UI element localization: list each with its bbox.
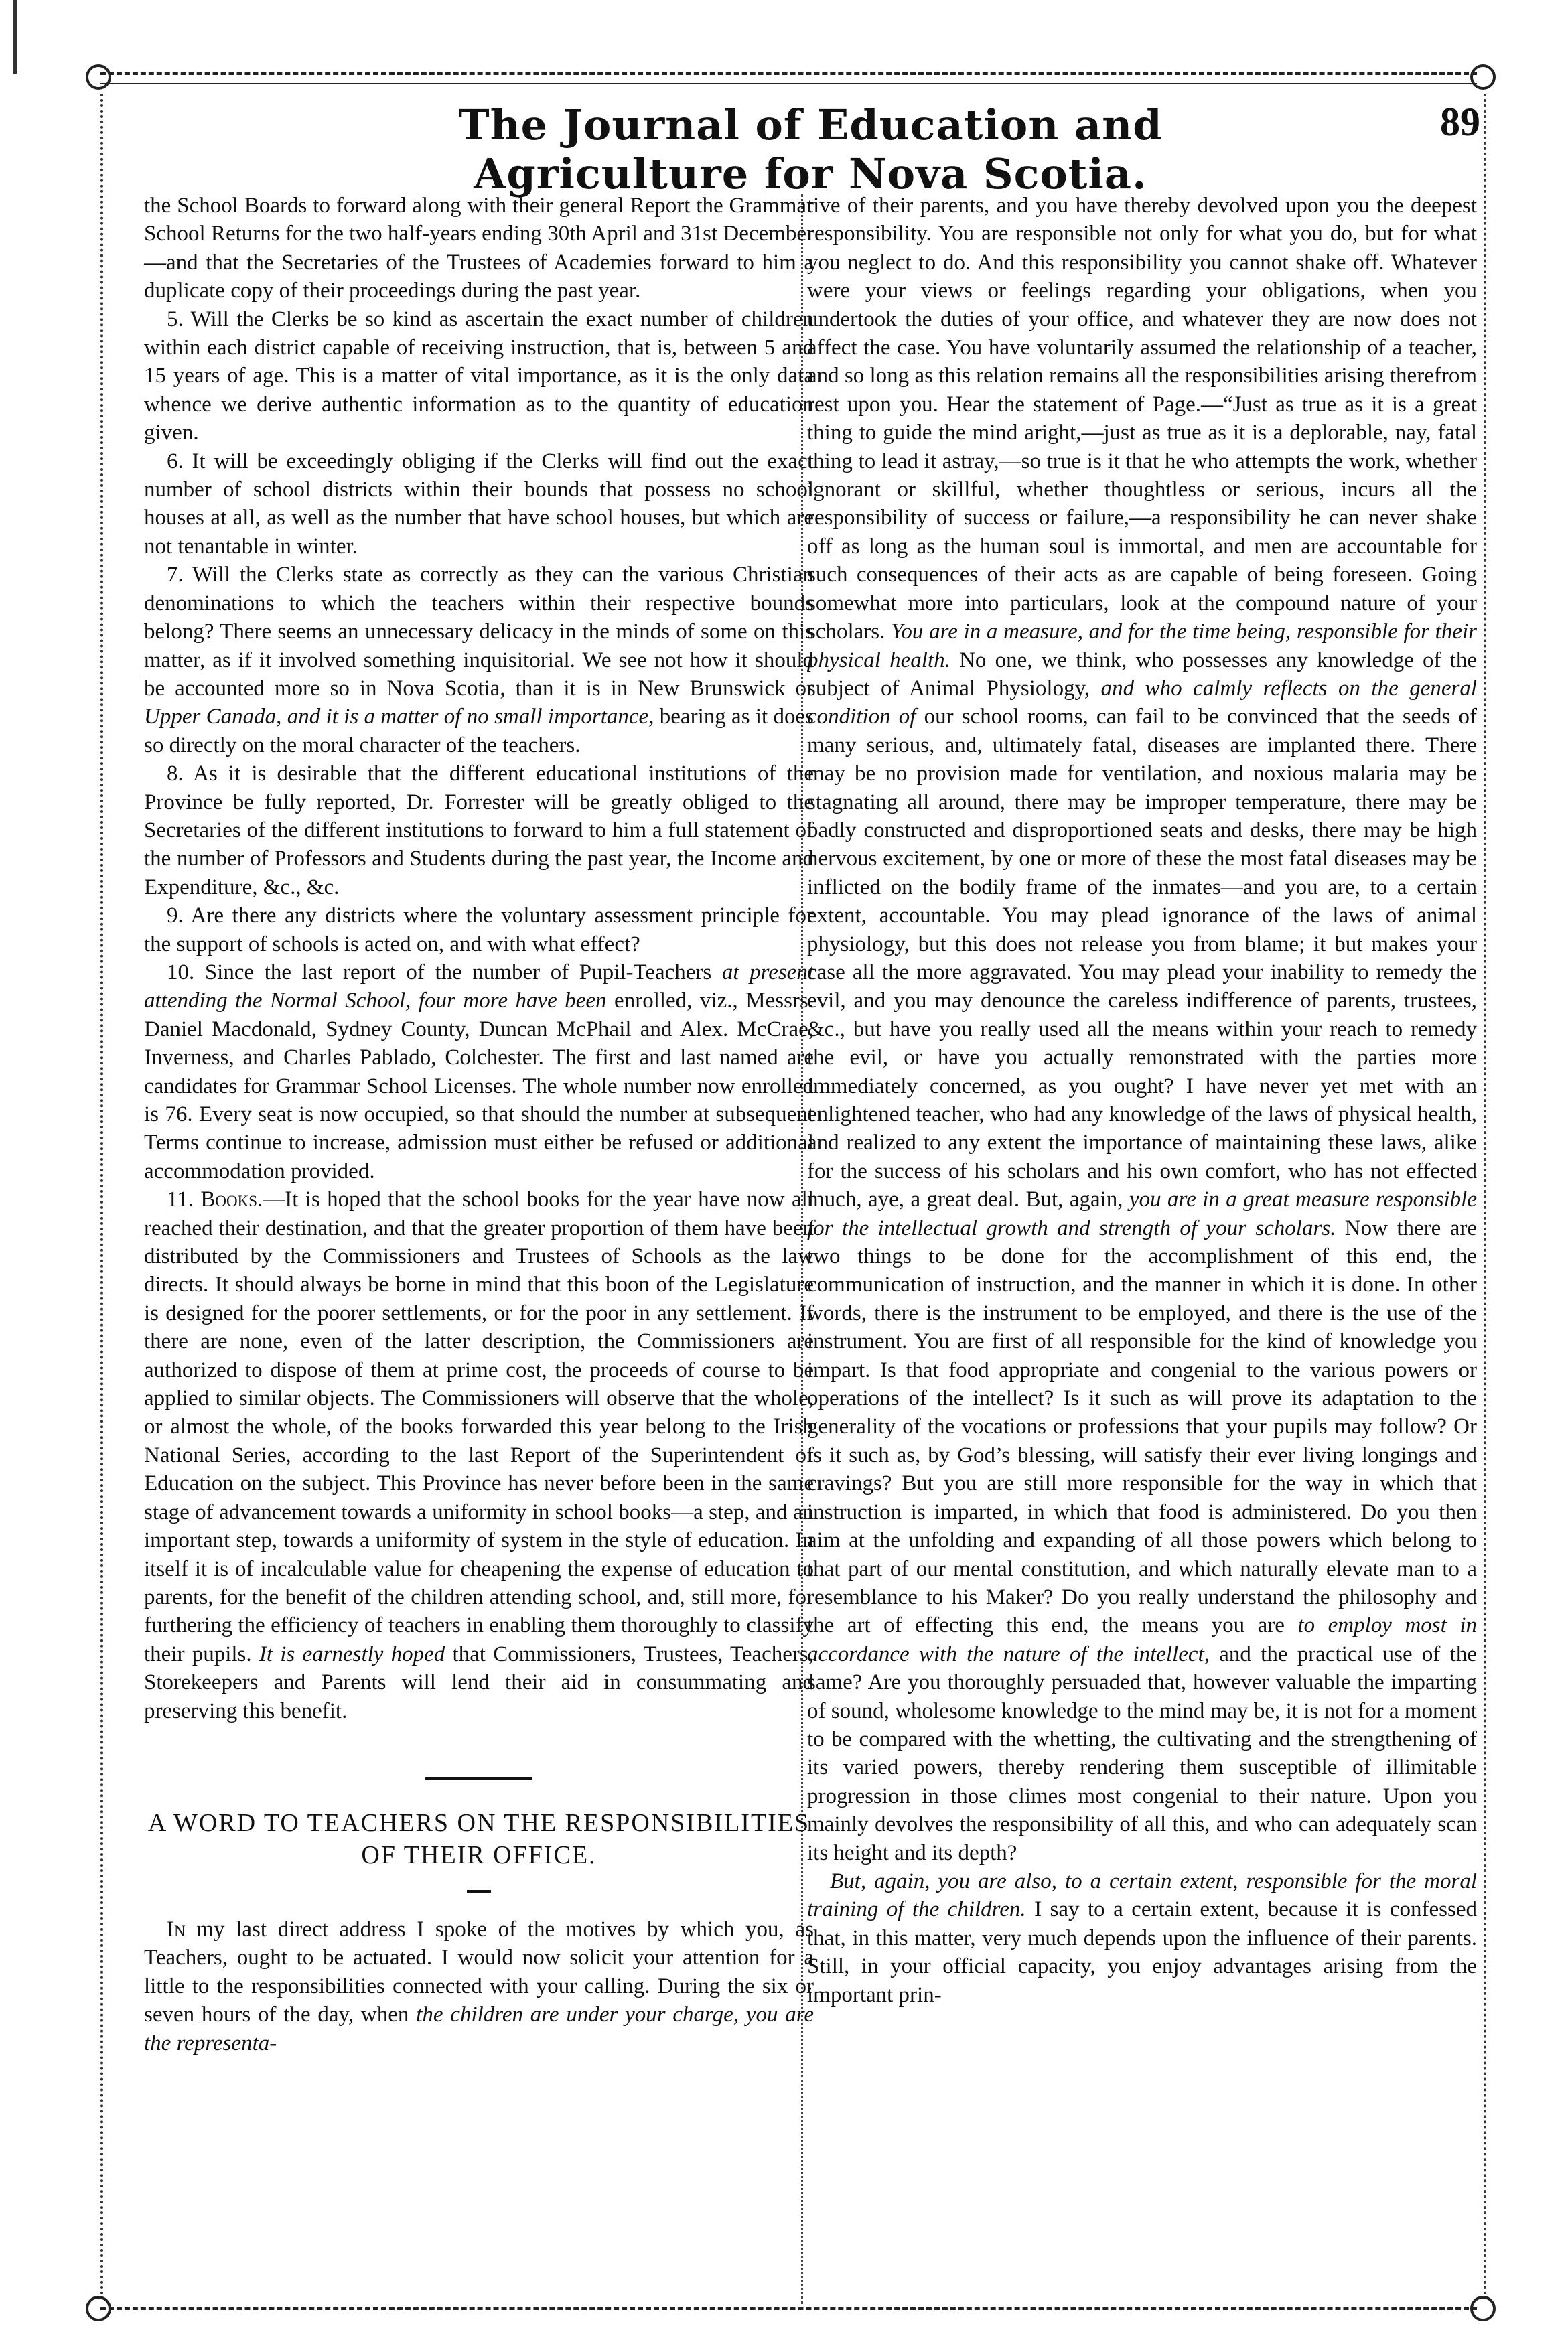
resp-text-e: our school rooms, can fail to be convinced that the seeds of many serious, and, ultimately fatal, diseases are implanted there. There may be no provision made for ventilation, and noxious malaria may be stagnating all around, there may be improper temperature, there may be badly constructed and disproportioned seats and desks, there may be high nervous excitement, by one or more of these the most fatal diseases may be inflicted on the bodily frame of the inmates—and you are, to a certain extent, accountable. You may plead ignorance of the laws of animal physiology, but this does not release you from blame; it but makes your case all the more aggravated. You may plead your inability to remedy the evil, and you may denounce the careless indifference of parents, trustees, &c., but have you really used all the means within your reach to remedy the evil, or have you actually remonstrated with the parties more immediately concerned, as you ought? I have never yet met with an enlightened teacher, who had any knowledge of the laws of physical health, and realized to any extent the importance of maintaining these laws, alike for the success of his scholars and his own comfort, who has not effected much, aye, a great deal. But, again, xyxy=(807,705,1477,1212)
right-margin-rule xyxy=(1484,94,1486,2297)
top-left-ornament xyxy=(86,64,111,90)
moral-text: I say to a certain extent, because it is confessed that, in this matter, very much depends upon the influence of their parents. Still, in your official capacity, you enjoy advantages arising from the important prin- xyxy=(807,1897,1477,2007)
intro-italic: the children are under your charge, you are the representa- xyxy=(144,2002,814,2055)
resp-italic-intellectual: you are in a great measure responsible for the intellectual growth and strength of your scholars. xyxy=(807,1187,1477,1240)
page-number: 89 xyxy=(1440,100,1480,144)
right-column xyxy=(807,192,1477,2301)
paragraph-11-italic: It is earnestly hoped xyxy=(259,1642,445,1666)
bottom-left-ornament xyxy=(86,2296,111,2321)
intro-lead-word: In xyxy=(167,1917,186,1942)
title-dash xyxy=(467,1890,491,1893)
paragraph-7 xyxy=(144,561,814,759)
paragraph-5: 5. Will the Clerks be so kind as ascertain the exact number of children within each district capable of receiving instruction, that is, between 5 and 15 years of age. This is a matter of vital importance, as it is the only data whence we derive authentic information as to the quantity of education given. xyxy=(144,307,814,445)
resp-italic-intellect-nature: to employ most in accordance with the nature of the intellect, xyxy=(807,1613,1477,1666)
section-rule xyxy=(425,1777,532,1780)
paragraph-10-italic: at present attending the Normal School, four more have been xyxy=(144,960,814,1013)
bottom-ornamental-rule xyxy=(100,2307,1477,2310)
paragraph-11-text-a: —It is hoped that the school books for the year have now all reached their destination, and that the greater proportion of them have been distributed by the Commissioners and Trustees of Schools as the law directs. It should always be borne in mind that this boon of the Legislature is designed for the poorer settlements, or for the poor in any settlement. If there are none, even of the latter description, the Commissioners are authorized to dispose of them at prime cost, the proceeds of course to be applied to similar objects. The Commissioners will observe that the whole, or almost the whole, of the books forwarded this year belong to the Irish National Series, according to the last Report of the Superintendent of Education on the subject. This Province has never before been in the same stage of advancement towards a uniformity in school books—a step, and an important step, towards a uniformity of system in the style of education. In itself it is of incalculable value for cheapening the expense of education to parents, for the benefit of the children attending school, and, still more, for furthering the efficiency of teachers in enabling them thoroughly to classify their pupils. xyxy=(144,1187,814,1666)
left-edge-bar xyxy=(13,0,17,74)
paragraph-11 xyxy=(144,1185,814,1725)
moral-training-paragraph xyxy=(807,1867,1477,2009)
paragraph-7-text-a: 7. Will the Clerks state as correctly as they can the various Christian denominations to which the teachers within their respective bounds belong? There seems an unnecessary delicacy in the minds of some on this matter, as if it involved something inquisitorial. We see not how it should be accounted more so in Nova Scotia, than it is in New Brunswick or xyxy=(144,563,814,701)
resp-italic-reflects: and who calmly reflects on the general condition of xyxy=(807,676,1477,729)
resp-text-i: and the practical use of the same? Are you thoroughly persuaded that, however valuable the imparting of sound, wholesome knowledge to the mind may be, it is not for a moment to be compared with the whetting, the cultivating and the strengthening of its varied powers, thereby rendering them susceptible of illimitable progression in those climes most congenial to their nature. Upon you mainly devolves the responsibility of all this, and who can adequately scan its height and its depth? xyxy=(807,1642,1477,1865)
paragraph-11-text-c: that Commissioners, Trustees, Teachers, Storekeepers and Parents will lend their aid in consummating and preserving this benefit. xyxy=(144,1642,814,1723)
continued-paragraph: the School Boards to forward along with their general Report the Grammar School Returns for the two half-years ending 30th April and 31st December—and that the Secretaries of the Trustees of Academies forward to him a duplicate copy of their proceedings during the past year. xyxy=(144,194,814,303)
paragraph-7-text-c: bearing as it does so directly on the moral character of the teachers. xyxy=(144,705,814,757)
paragraph-9: 9. Are there any districts where the voluntary assessment principle for the support of schools is acted on, and with what effect? xyxy=(144,903,814,956)
paragraph-10-text-c: enrolled, viz., Messrs. Daniel Macdonald, Sydney County, Duncan McPhail and Alex. McCrae, Inverness, and Charles Pablado, Colchester. The first and last named are candidates for Grammar School Licenses. The whole number now enrolled is 76. Every seat is now occupied, so that should the number at subsequent Terms continue to increase, admission must either be refused or additional accommodation provided. xyxy=(144,989,814,1183)
resp-text-a: tive of their parents, and you have thereby devolved upon you the deepest responsibility. You are responsible not only for what you do, but for what you neglect to do. And this responsibility you cannot shake off. Whatever were your views or feelings regarding your obligations, when you undertook the duties of your office, and whatever they are now does not affect the case. You have voluntarily assumed the relationship of a teacher, and so long as this relation remains all the responsibilities arising therefrom rest upon you. Hear the statement of Page.—“Just as true as it is a great thing to guide the mind aright,—just as true as it is a deplorable, nay, fatal thing to lead it astray,—so true is it that he who attempts the work, whether ignorant or skillful, whether thoughtless or serious, incurs all the responsibility of success or failure,—a responsibility he can never shake off as long as the human soul is immortal, and men are accountable for such consequences of their acts as are capable of being foreseen. Going somewhat more into particulars, look at the compound nature of your scholars. xyxy=(807,194,1477,644)
running-title: The Journal of Education and Agriculture for Nova Scotia. xyxy=(458,100,1163,198)
left-column xyxy=(144,192,814,2301)
books-heading: 11. Books. xyxy=(167,1187,263,1212)
resp-text-g: Now there are two things to be done for the accomplishment of this end, the communication of instruction, and the manner in which it is done. In other words, there is the instrument to be employed, and there is the use of the instrument. You are first of all responsible for the kind of knowledge you impart. Is that food appropriate and congenial to the various powers or operations of the intellect? Is it such as will prove its adaptation to the generality of the vocations or professions that your pupils may follow? Or is it such as, by God’s blessing, will satisfy their ever living longings and cravings? But you are still more responsible for the way in which that instruction is imparted, in which that food is administered. Do you then aim at the unfolding and expanding of all those powers which belong to that part of our mental constitution, and which naturally elevate man to a resemblance to his Maker? Do you really understand the philosophy and the art of effecting this end, the means you are xyxy=(807,1216,1477,1638)
top-right-ornament xyxy=(1470,64,1496,90)
paragraph-10 xyxy=(144,958,814,1185)
intro-text-a: my last direct address I spoke of the motives by which you, as Teachers, ought to be actuated. I would now solicit your attention for a little to the responsibilities connected with your calling. During the six or seven hours of the day, when xyxy=(144,1917,814,2027)
resp-italic-physical-health: You are in a measure, and for the time being, responsible for their physical health. xyxy=(807,619,1477,672)
article-intro xyxy=(144,1915,814,2057)
paragraph-8: 8. As it is desirable that the different educational institutions of the Province be fully reported, Dr. Forrester will be greatly obliged to the Secretaries of the different institutions to forward to him a full statement of the number of Professors and Students during the past year, the Income and Expenditure, &c., &c. xyxy=(144,761,814,899)
moral-italic: But, again, you are also, to a certain extent, responsible for the moral training of the children. xyxy=(807,1869,1477,1922)
resp-text-c: No one, we think, who possesses any knowledge of the subject of Animal Physiology, xyxy=(807,648,1477,701)
paragraph-6: 6. It will be exceedingly obliging if the Clerks will find out the exact number of school districts within their bounds that possess no school houses at all, as well as the number that have school houses, but which are not tenantable in winter. xyxy=(144,449,814,559)
left-margin-rule xyxy=(100,94,103,2297)
top-ornamental-rule xyxy=(100,72,1477,75)
header-rule xyxy=(100,83,1477,84)
paragraph-7-italic: Upper Canada, and it is a matter of no small importance, xyxy=(144,705,654,729)
paragraph-10-text-a: 10. Since the last report of the number of Pupil-Teachers xyxy=(167,960,722,984)
article-title: A WORD TO TEACHERS ON THE RESPONSIBILITIES OF THEIR OFFICE. xyxy=(147,1808,810,1869)
responsibility-paragraph xyxy=(807,192,1477,1867)
